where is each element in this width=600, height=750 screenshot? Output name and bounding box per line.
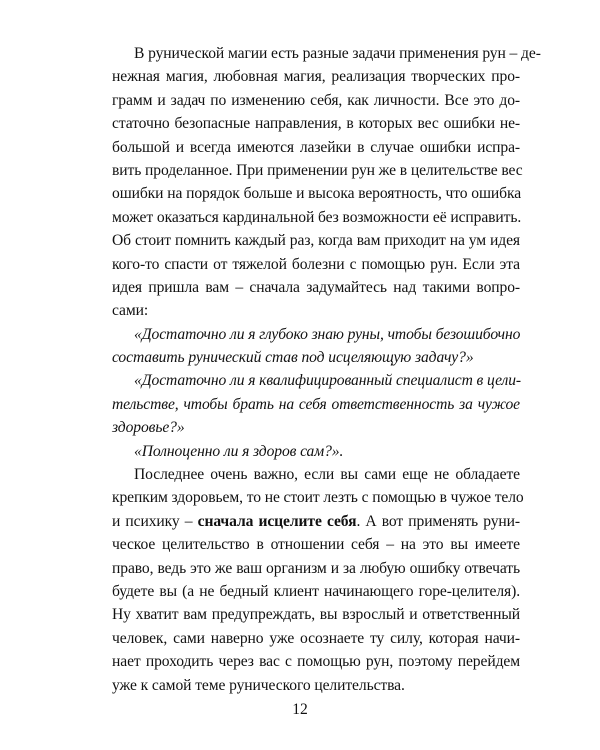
question-3 <box>112 440 520 463</box>
text-line: крепким здоровьем, то не стоит лезть с помощью в чужое тело <box>112 489 524 507</box>
question-1 <box>112 323 520 370</box>
text-fragment: и психику – <box>112 512 198 530</box>
text-line: идея пришла вам – сначала задумайтесь над такими вопро- <box>112 278 520 296</box>
text-line: кого-то спасти от тяжелой болезни с помощью рун. Если эта <box>112 255 520 273</box>
text-line: сами: <box>112 302 149 320</box>
paragraph-1 <box>112 42 541 229</box>
emphasis-text: сначала исцелите себя <box>197 512 357 530</box>
text-line: Ну хватит вам предупреждать, вы взрослый и ответственный <box>112 606 520 624</box>
question-2 <box>112 369 520 439</box>
text-line: В рунической магии есть разные задачи применения рун – де- <box>134 45 541 62</box>
text-line: составить рунический став под исцеляющую задачу?» <box>112 349 474 367</box>
text-line: нежная магия, любовная магия, реализация творческих про- <box>112 68 520 86</box>
text-line: «Достаточно ли я глубоко знаю руны, чтобы безошибочно <box>134 325 521 343</box>
text-line: ошибки на порядок больше и высока вероятность, что ошибка <box>112 185 522 203</box>
text-line: уже к самой теме рунического целительства. <box>112 676 405 694</box>
text-line-with-emphasis <box>112 510 520 533</box>
paragraph-3 <box>112 463 524 697</box>
text-line: большой и всегда имеются лазейки в случае ошибки испра- <box>112 138 520 156</box>
text-line: человек, сами наверно уже осознаете ту силу, которая начи- <box>112 629 520 647</box>
text-line: «Достаточно ли я квалифицированный специалист в цели- <box>134 372 522 390</box>
text-line: здоровье?» <box>112 419 185 437</box>
text-line: статочно безопасные направления, в которых вес ошибки не- <box>112 115 520 133</box>
text-fragment: . А вот применять руни- <box>356 512 521 530</box>
text-line: грамм и задач по изменению себя, как личности. Все это до- <box>112 91 520 109</box>
text-line: право, ведь это же ваш организм и за любую ошибку отвечать <box>112 559 520 577</box>
body-text <box>112 42 541 697</box>
text-line: ческое целительство в отношении себя – на это вы имеете <box>112 536 520 554</box>
text-line: «Полноценно ли я здоров сам?». <box>134 442 344 460</box>
text-line: вить проделанное. При применении рун же в целительстве вес <box>112 161 523 179</box>
text-line: тельстве, чтобы брать на себя ответственность за чужое <box>112 395 520 413</box>
text-line: нает проходить через вас с помощью рун, поэтому перейдем <box>112 653 520 671</box>
text-line: может оказаться кардинальной без возможности её исправить. <box>112 208 522 226</box>
text-line: Об стоит помнить каждый раз, когда вам приходит на ум идея <box>112 232 520 250</box>
page-number: 12 <box>292 701 308 718</box>
text-line: будете вы (а не бедный клиент начинающего горе-целителя). <box>112 582 520 600</box>
text-line: Последнее очень важно, если вы сами еще не обладаете <box>134 466 520 484</box>
paragraph-2 <box>112 229 520 323</box>
